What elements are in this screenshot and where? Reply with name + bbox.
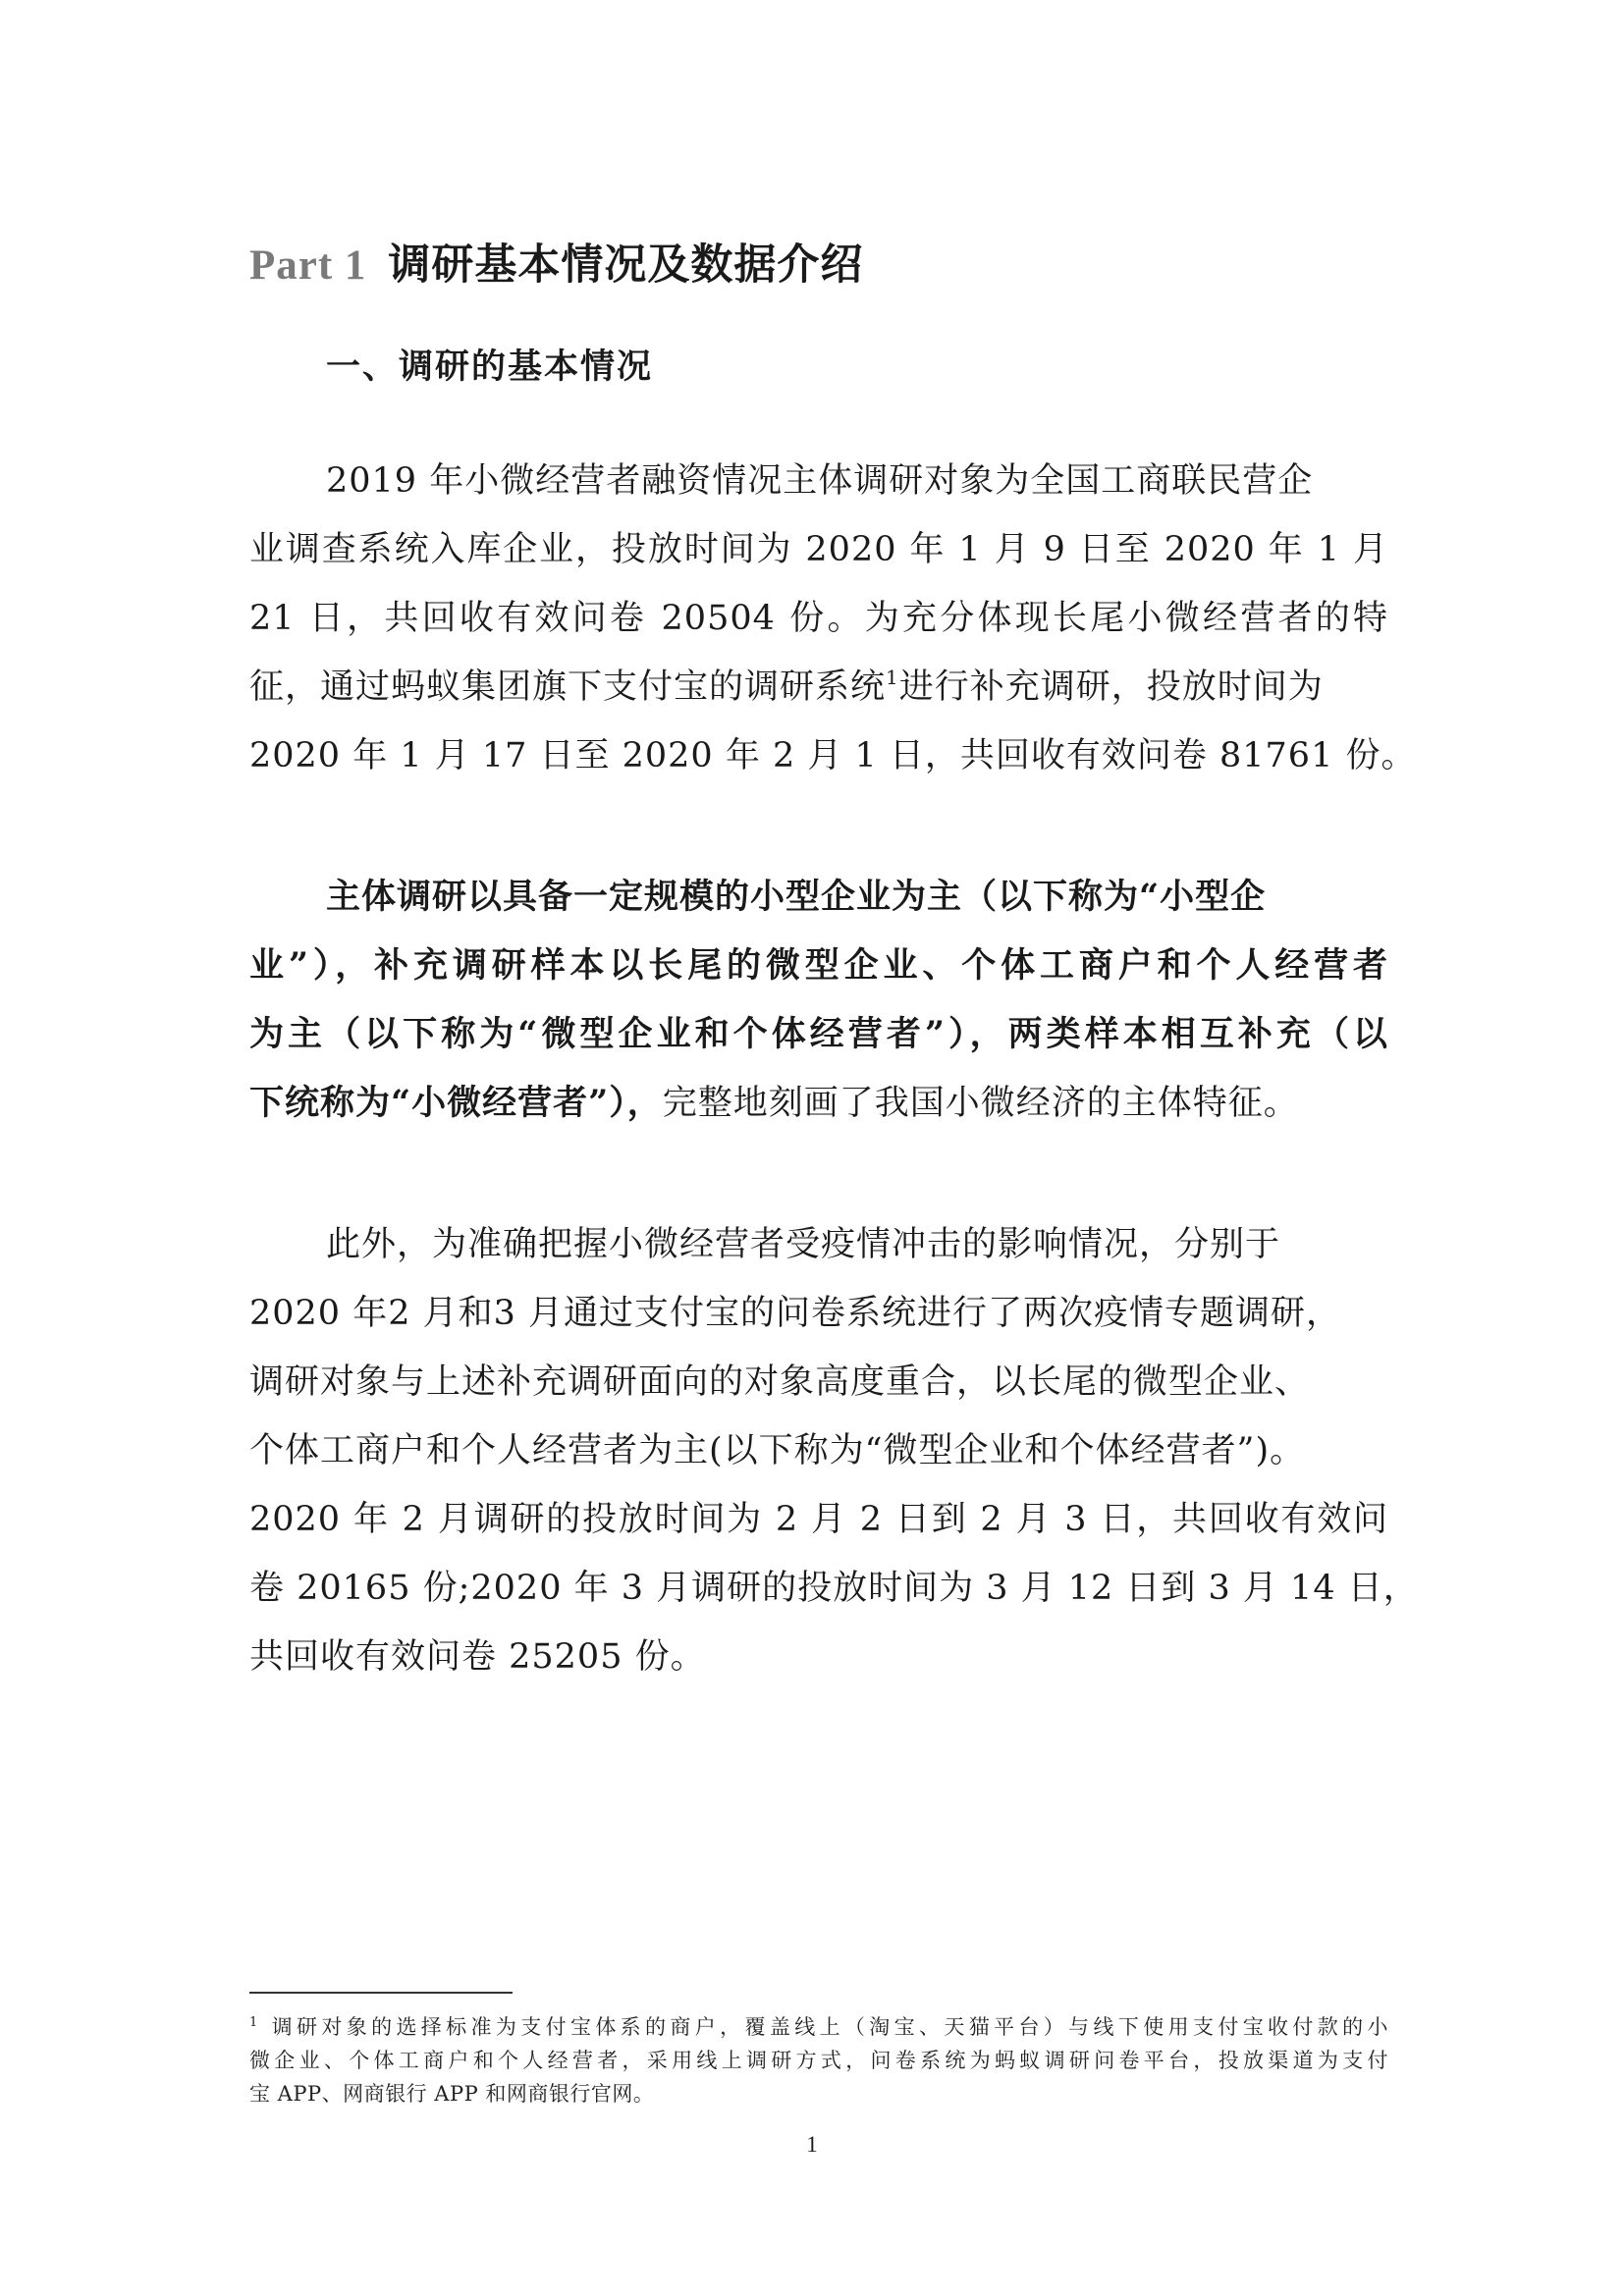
footnote-line-1 <box>249 2012 1388 2042</box>
page-number: 1 <box>806 2132 818 2157</box>
paragraph-3-line-7: 共回收有效问卷 25205 份。 <box>249 1637 706 1677</box>
paragraph-3-line-2: 2020 年2 月和3 月通过支付宝的问卷系统进行了两次疫情专题调研， <box>249 1294 1341 1333</box>
paragraph-1-line-1: 2019 年小微经营者融资情况主体调研对象为全国工商联民营企 <box>326 461 1314 501</box>
footnote-line-3: 宝 APP、网商银行 APP 和网商银行官网。 <box>249 2082 655 2106</box>
part-title: 调研基本情况及数据介绍 <box>388 240 864 290</box>
paragraph-1-line-5: 2020 年 1 月 17 日至 2020 年 2 月 1 日，共回收有效问卷 81761 份。 <box>249 736 1417 775</box>
paragraph-1-line-4-rest: 进行补充调研，投放时间为 <box>898 667 1324 707</box>
footnote-line-1-text: 调研对象的选择标准为支付宝体系的商户，覆盖线上（淘宝、天猫平台）与线下使用支付宝收付款的小 <box>267 2015 1388 2039</box>
section-heading: 一、调研的基本情况 <box>326 347 654 387</box>
paragraph-2-line-4 <box>249 1082 1388 1125</box>
paragraph-2-line-4-rest: 完整地刻画了我国小微经济的主体特征。 <box>662 1084 1299 1123</box>
paragraph-3-line-4: 个体工商户和个人经营者为主(以下称为“微型企业和个体经营者”)。 <box>249 1431 1306 1470</box>
footnote-marker: 1 <box>249 2015 258 2030</box>
paragraph-1-line-2: 业调查系统入库企业，投放时间为 2020 年 1 月 9 日至 2020 年 1 月 <box>249 530 1388 569</box>
paragraph-1-line-3: 21 日，共回收有效问卷 20504 份。为充分体现长尾小微经营者的特 <box>249 599 1388 638</box>
paragraph-1-line-4-text: 征，通过蚂蚁集团旗下支付宝的调研系统 <box>249 667 887 707</box>
paragraph-2-line-3: 为主（以下称为“微型企业和个体经营者”），两类样本相互补充（以 <box>249 1014 1388 1054</box>
part-label: Part 1 <box>249 242 367 289</box>
footnote-reference: 1 <box>886 666 899 689</box>
paragraph-3-line-1: 此外，为准确把握小微经营者受疫情冲击的影响情况，分别于 <box>326 1225 1281 1264</box>
paragraph-1-line-4 <box>249 666 1388 709</box>
paragraph-2-line-2: 业”），补充调研样本以长尾的微型企业、个体工商户和个人经营者 <box>249 945 1388 986</box>
footnote-divider <box>249 1992 513 1994</box>
page-title <box>249 232 863 292</box>
paragraph-3-line-6: 卷 20165 份;2020 年 3 月调研的投放时间为 3 月 12 日到 3 月 14 日， <box>249 1569 1419 1608</box>
paragraph-3-line-3: 调研对象与上述补充调研面向的对象高度重合，以长尾的微型企业、 <box>249 1362 1311 1402</box>
paragraph-3-line-5: 2020 年 2 月调研的投放时间为 2 月 2 日到 2 月 3 日，共回收有效问 <box>249 1500 1388 1539</box>
paragraph-2-line-4-bold: 下统称为“小微经营者”）， <box>249 1083 663 1123</box>
footnote-line-2: 微企业、个体工商户和个人经营者，采用线上调研方式，问卷系统为蚂蚁调研问卷平台，投放渠道为支付 <box>249 2049 1388 2072</box>
paragraph-2-line-1: 主体调研以具备一定规模的小型企业为主（以下称为“小型企 <box>326 877 1267 917</box>
